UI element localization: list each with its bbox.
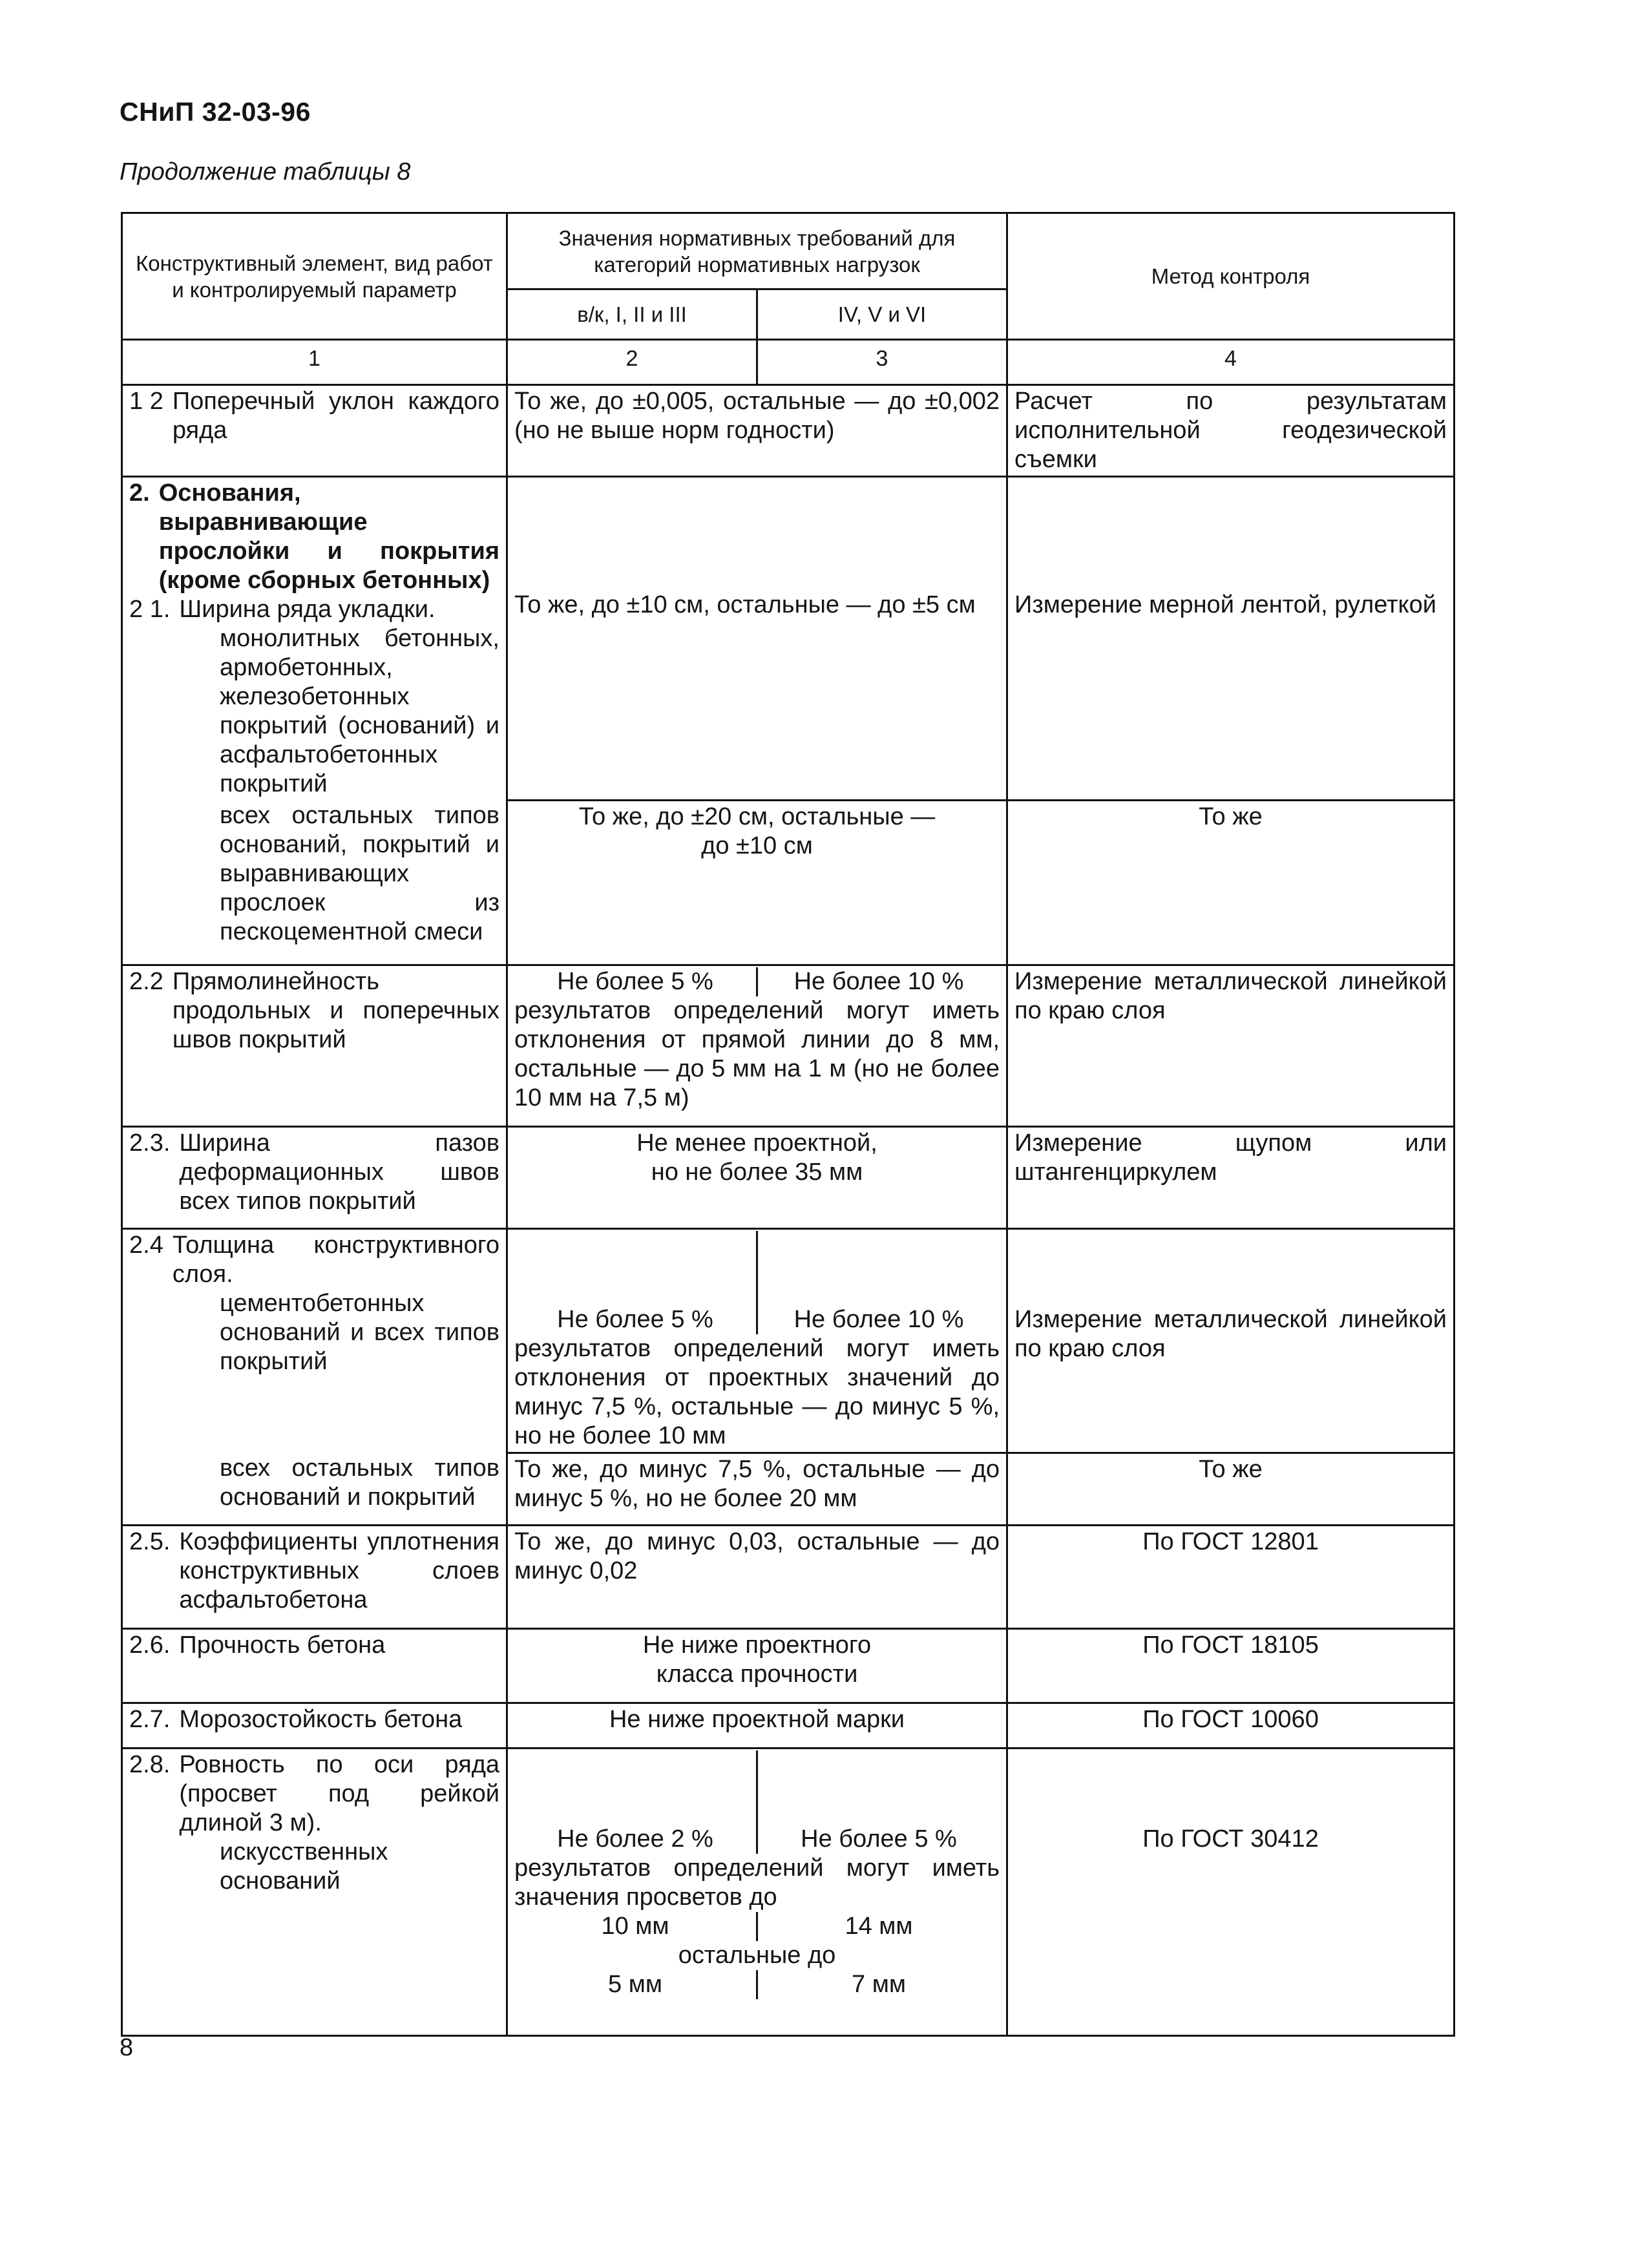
table-row <box>122 385 1455 477</box>
table-row <box>122 1748 1455 2035</box>
value-col3: Не более 10 % <box>793 967 964 995</box>
item-text: Прочность бетона <box>179 1631 386 1659</box>
value-col2: Не более 5 % <box>514 1305 758 1334</box>
item-index: 2.4 <box>129 1231 163 1259</box>
item-text: Прямолинейность продольных и поперечных швов покрытий <box>172 967 499 1053</box>
value-col2: 10 мм <box>514 1912 758 1941</box>
value-col3: Не более 10 % <box>793 1305 964 1333</box>
item-subtext: всех остальных типов оснований и покрытий <box>220 1454 499 1511</box>
value-text: результатов определений могут иметь отклонения от прямой линии до 8 мм, остальные — до 5 мм на 1 м (но не более 10 мм на 7,5 м) <box>514 996 1000 1111</box>
method-cell: Измерение щупом или штангенциркулем <box>1007 1126 1455 1228</box>
table-row <box>122 1228 1455 1453</box>
table-row <box>122 965 1455 1126</box>
value-cell: То же, до минус 0,03, остальные — до минус 0,02 <box>507 1525 1007 1628</box>
value-cell <box>507 1748 1007 2035</box>
param-cell <box>122 1228 507 1453</box>
method-cell <box>1007 1748 1455 2035</box>
param-cell <box>122 1628 507 1703</box>
item-index: 1 2 <box>129 388 163 415</box>
header-col2: в/к, I, II и III <box>507 289 757 340</box>
value-line: Не ниже проектного <box>642 1631 872 1659</box>
method-text: По ГОСТ 30412 <box>1142 1825 1319 1853</box>
value-cell <box>507 477 1007 801</box>
value-text: результатов определений могут иметь отклонения от проектных значений до минус 7,5 %, остальные — до минус 5 %, но не более 10 мм <box>514 1334 1000 1449</box>
value-line: Не менее проектной, <box>636 1129 877 1157</box>
item-index: 2.8. <box>129 1750 171 1778</box>
value-text: То же, до ±10 см, остальные — до ±5 см <box>514 591 976 618</box>
value-col3: Не более 5 % <box>801 1825 957 1853</box>
item-index: 2.2 <box>129 967 163 995</box>
method-cell: По ГОСТ 12801 <box>1007 1525 1455 1628</box>
item-text: Морозостойкость бетона <box>179 1705 463 1733</box>
method-cell: По ГОСТ 18105 <box>1007 1628 1455 1703</box>
page-number: 8 <box>120 2034 134 2061</box>
value-cell <box>507 1628 1007 1703</box>
value-cell: То же, до минус 7,5 %, остальные — до минус 5 %, но не более 20 мм <box>507 1453 1007 1525</box>
header-col4: Метод контроля <box>1007 213 1455 340</box>
item-index: 2.3. <box>129 1129 171 1157</box>
value-col3: 14 мм <box>845 1912 913 1940</box>
item-index: 2 1. <box>129 596 171 623</box>
param-cell <box>122 965 507 1126</box>
item-index: 2.6. <box>129 1631 171 1659</box>
item-subtext: всех остальных типов оснований, покрытий и выравнивающих прослоек из пескоцементной смеси <box>220 802 499 945</box>
value-cell <box>507 965 1007 1126</box>
method-cell: По ГОСТ 10060 <box>1007 1703 1455 1748</box>
item-text: Толщина конструктивного слоя. <box>172 1231 499 1288</box>
value-col2: Не более 5 % <box>514 967 758 996</box>
method-cell: Расчет по результатам исполнительной геодезической съемки <box>1007 385 1455 477</box>
value-cell: То же, до ±0,005, остальные — до ±0,002 (но не выше норм годности) <box>507 385 1007 477</box>
value-cell <box>507 1126 1007 1228</box>
item-text: Коэффициенты уплотнения конструктивных слоев асфальтобетона <box>179 1528 499 1613</box>
param-cell <box>122 1748 507 2035</box>
value-col2: Не более 2 % <box>514 1825 758 1854</box>
param-cell <box>122 1703 507 1748</box>
table-row <box>122 1525 1455 1628</box>
value-col2: 5 мм <box>514 1970 758 1999</box>
param-cell <box>122 385 507 477</box>
table-row <box>122 1703 1455 1748</box>
table-row <box>122 477 1455 801</box>
value-line: остальные до <box>678 1941 836 1969</box>
table-caption: Продолжение таблицы 8 <box>120 158 411 185</box>
method-cell <box>1007 1228 1455 1453</box>
param-cell <box>122 1126 507 1228</box>
param-cell <box>122 477 507 801</box>
item-text: Ровность по оси ряда (просвет под рейкой длиной 3 м). <box>179 1750 499 1836</box>
item-index: 2.5. <box>129 1528 171 1555</box>
table-row <box>122 800 1455 965</box>
param-cell <box>122 1453 507 1525</box>
col-number: 1 <box>122 340 507 385</box>
header-col23: Значения нормативных требований для категорий нормативных нагрузок <box>507 213 1007 289</box>
item-subtext: монолитных бетонных, армобетонных, железобетонных покрытий (оснований) и асфальтобетонных покрытий <box>220 625 499 797</box>
param-cell <box>122 1525 507 1628</box>
requirements-table <box>121 212 1455 2037</box>
value-line: класса прочности <box>656 1660 858 1688</box>
col-number: 2 <box>507 340 757 385</box>
section-title: Основания, выравнивающие прослойки и покрытия (кроме сборных бетонных) <box>158 479 499 594</box>
table-row <box>122 1453 1455 1525</box>
method-cell <box>1007 477 1455 801</box>
item-index: 2.7. <box>129 1705 171 1733</box>
header-col1: Конструктивный элемент, вид работ и контролируемый параметр <box>122 213 507 340</box>
col-number: 4 <box>1007 340 1455 385</box>
item-text: Поперечный уклон каждого ряда <box>172 388 499 444</box>
value-col3: 7 мм <box>852 1970 906 1998</box>
item-text: Ширина ряда укладки. <box>179 596 436 623</box>
col-number: 3 <box>757 340 1007 385</box>
method-text: Измерение мерной лентой, рулеткой <box>1014 591 1436 618</box>
value-cell <box>507 800 1007 965</box>
header-col3: IV, V и VI <box>757 289 1007 340</box>
value-cell <box>507 1228 1007 1453</box>
section-index: 2. <box>129 479 150 507</box>
item-subtext: цементобетонных оснований и всех типов покрытий <box>220 1289 499 1375</box>
value-line: То же, до ±20 см, остальные — <box>578 803 936 830</box>
method-cell: Измерение металлической линейкой по краю слоя <box>1007 965 1455 1126</box>
value-cell: Не ниже проектной марки <box>507 1703 1007 1748</box>
item-subtext: искусственных оснований <box>220 1838 388 1895</box>
method-text: Измерение металлической линейкой по краю слоя <box>1014 1305 1447 1362</box>
method-cell: То же <box>1007 1453 1455 1525</box>
table-row <box>122 1126 1455 1228</box>
item-text: Ширина пазов деформационных швов всех типов покрытий <box>179 1129 499 1215</box>
value-text: результатов определений могут иметь значения просветов до <box>514 1854 1000 1911</box>
value-line: до ±10 см <box>701 832 813 859</box>
document-code: СНиП 32-03-96 <box>120 97 311 127</box>
method-cell: То же <box>1007 800 1455 965</box>
param-cell <box>122 800 507 965</box>
value-line: но не более 35 мм <box>651 1158 863 1186</box>
table-row <box>122 1628 1455 1703</box>
